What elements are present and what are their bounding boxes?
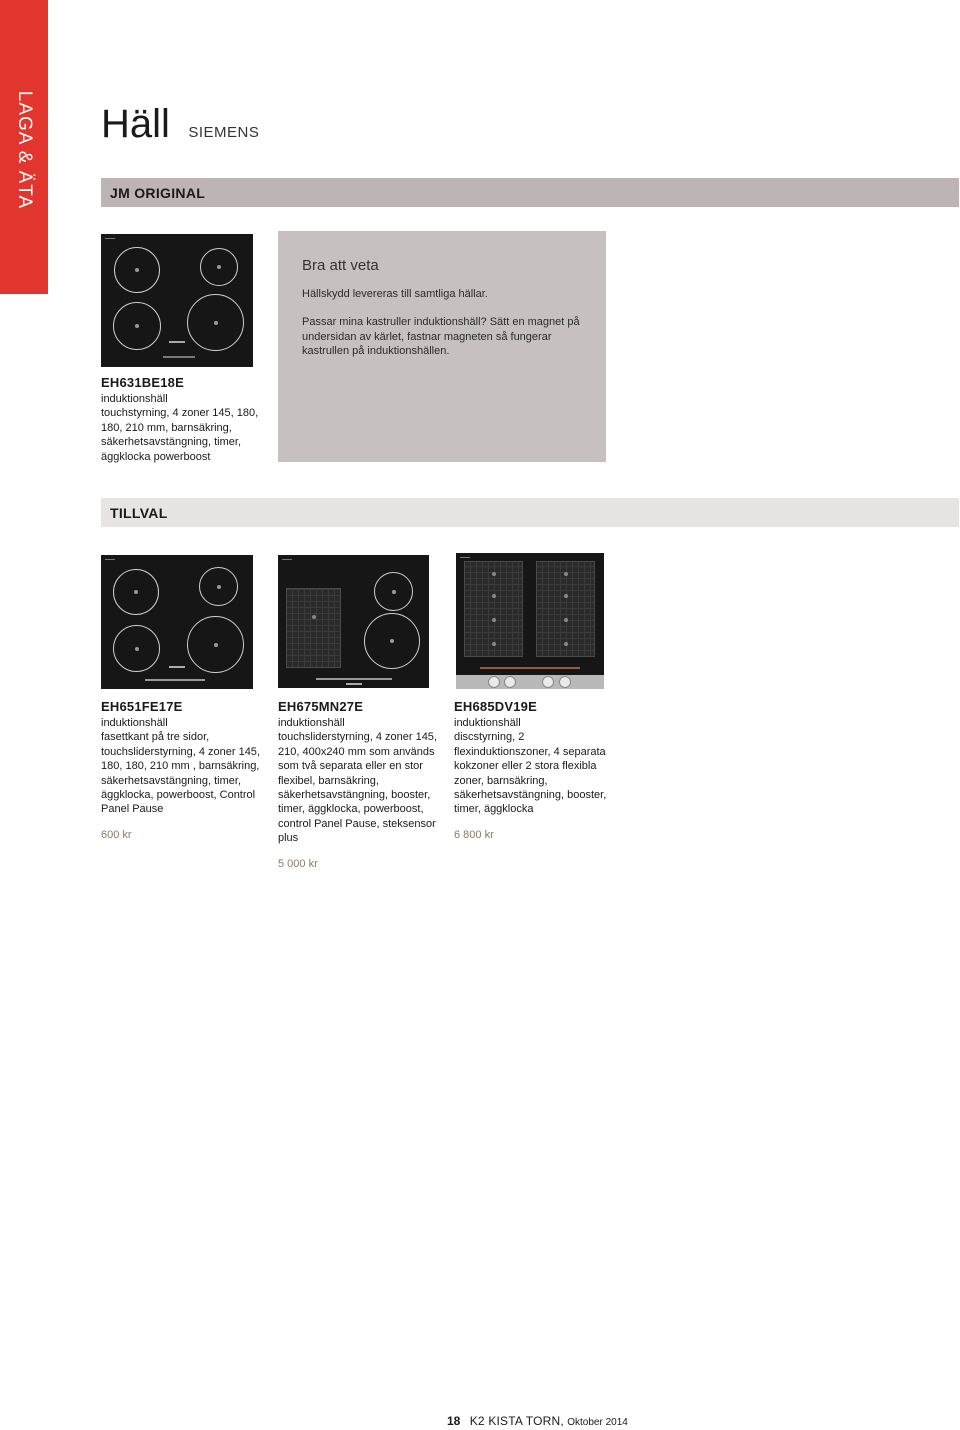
page-title-brand: SIEMENS	[188, 124, 260, 141]
product-description: touchsliderstyrning, 4 zoner 145, 210, 400x240 mm som används som två separata eller en stor flexibel, barnsäkring, säkerhetsavstängning, booster, timer, äggklocka, powerboost, control Panel Pause, steksensor plus	[278, 731, 437, 845]
info-box-text: Hällskydd levereras till samtliga hällar.	[302, 288, 488, 300]
publication-date: Oktober 2014	[567, 1417, 628, 1428]
product-price: 5 000 kr	[278, 857, 318, 870]
hob-corner-mark	[282, 559, 292, 566]
brand-logo-icon	[169, 666, 185, 668]
flex-zone	[464, 561, 523, 657]
section-tab-label: LAGA & ÄTA	[14, 90, 35, 210]
product-type: induktionshäll	[454, 717, 521, 729]
cooking-zone	[187, 294, 244, 351]
hob-corner-mark	[105, 238, 115, 245]
addon-product	[278, 699, 438, 882]
flex-zone	[286, 588, 341, 668]
section-header-addons: TILLVAL	[101, 498, 959, 527]
product-price: 6 800 kr	[454, 828, 494, 841]
featured-product	[101, 375, 271, 464]
control-knob-icon	[559, 676, 571, 688]
cooking-zone	[374, 572, 413, 611]
product-model: EH651FE17E	[101, 699, 183, 714]
cooking-zone	[200, 248, 238, 286]
control-knob-icon	[542, 676, 554, 688]
cooking-zone	[199, 567, 238, 606]
product-price: 600 kr	[101, 828, 132, 841]
page-footer	[447, 1414, 628, 1428]
info-box	[278, 231, 606, 462]
cooking-zone	[113, 625, 160, 672]
product-model: EH631BE18E	[101, 375, 184, 390]
addon-product	[454, 699, 609, 853]
induction-hob-image	[456, 553, 604, 689]
section-tab	[0, 0, 48, 294]
flex-zone	[536, 561, 595, 657]
control-strip	[456, 675, 604, 689]
touch-controls	[163, 356, 195, 358]
page-title	[101, 102, 259, 147]
induction-hob-image	[278, 555, 429, 688]
induction-hob-image	[101, 555, 253, 689]
cooking-zone	[364, 613, 420, 669]
control-indicators	[480, 667, 580, 669]
product-description: fasettkant på tre sidor, touchsliderstyrning, 4 zoner 145, 180, 180, 210 mm , barnsäkring, säkerhetsavstängning, timer, äggklocka, powerboost, Control Panel Pause	[101, 731, 260, 816]
info-box-text: Passar mina kastruller induktionshäll? Sätt en magnet på undersidan av kärlet, fastnar magneten så fungerar kastrullen på induktionshällen.	[302, 316, 580, 358]
induction-hob-image	[101, 234, 253, 367]
section-header-original: JM ORIGINAL	[101, 178, 959, 207]
product-type: induktionshäll	[278, 717, 345, 729]
cooking-zone	[187, 616, 244, 673]
page-number: 18	[447, 1414, 461, 1428]
product-type: induktionshäll	[101, 717, 168, 729]
cooking-zone	[113, 302, 161, 350]
cooking-zone	[113, 569, 159, 615]
control-knob-icon	[488, 676, 500, 688]
addon-product	[101, 699, 261, 853]
hob-corner-mark	[105, 559, 115, 566]
touch-slider	[316, 678, 392, 680]
brand-logo-icon	[169, 341, 185, 343]
control-knob-icon	[504, 676, 516, 688]
page-title-main: Häll	[101, 102, 170, 146]
product-description: discstyrning, 2 flexinduktionszoner, 4 separata kokzoner eller 2 stora flexibla zoner, barnsäkring, säkerhetsavstängning, booster, timer, äggklocka	[454, 731, 607, 816]
product-description: touchstyrning, 4 zoner 145, 180, 180, 210 mm, barnsäkring, säkerhetsavstängning, timer, äggklocka powerboost	[101, 407, 259, 463]
brand-logo-icon	[346, 683, 362, 685]
publication-name: K2 KISTA TORN,	[469, 1414, 564, 1428]
info-box-title: Bra att veta	[302, 257, 379, 274]
touch-slider	[145, 679, 205, 681]
product-type: induktionshäll	[101, 393, 168, 405]
product-model: EH675MN27E	[278, 699, 364, 714]
product-model: EH685DV19E	[454, 699, 537, 714]
cooking-zone	[114, 247, 160, 293]
